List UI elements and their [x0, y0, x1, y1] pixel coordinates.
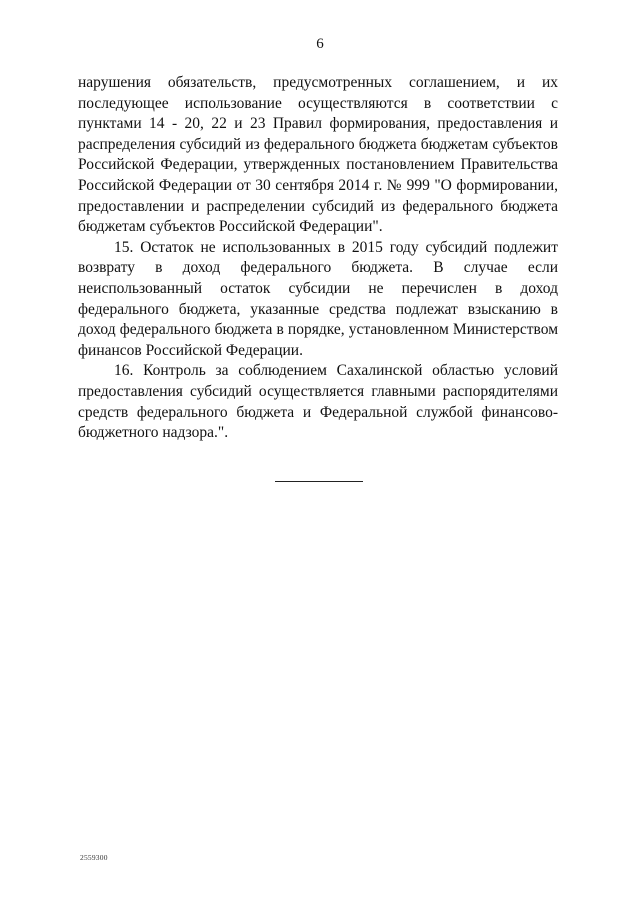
end-of-document-rule [275, 481, 363, 482]
document-code: 2559300 [80, 853, 108, 862]
page-number: 6 [316, 36, 324, 52]
document-body [78, 73, 558, 444]
paragraph-item-15: 15. Остаток не использованных в 2015 году субсидий подлежит возврату в доход федерального бюджета. В случае если неиспользованный остаток субсидии не перечислен в доход федерального бюджета, указанные средства подлежат взысканию в доход федерального бюджета в порядке, установленном Министерством финансов Российской Федерации. [78, 238, 558, 359]
paragraph-continuation: нарушения обязательств, предусмотренных соглашением, и их последующее использование осуществляются в соответствии с пунктами 14 - 20, 22 и 23 Правил формирования, предоставления и распределения субсидий из федерального бюджета бюджетам субъектов Российской Федерации, утвержденных постановлением Правительства Российской Федерации от 30 сентября 2014 г. № 999 "О формировании, предоставлении и распределении субсидий из федерального бюджета бюджетам субъектов Российской Федерации". [78, 74, 558, 236]
paragraph-item-16: 16. Контроль за соблюдением Сахалинской областью условий предоставления субсидий осуществляется главными распорядителями средств федерального бюджета и Федеральной службой финансово-бюджетного надзора.". [78, 362, 558, 442]
